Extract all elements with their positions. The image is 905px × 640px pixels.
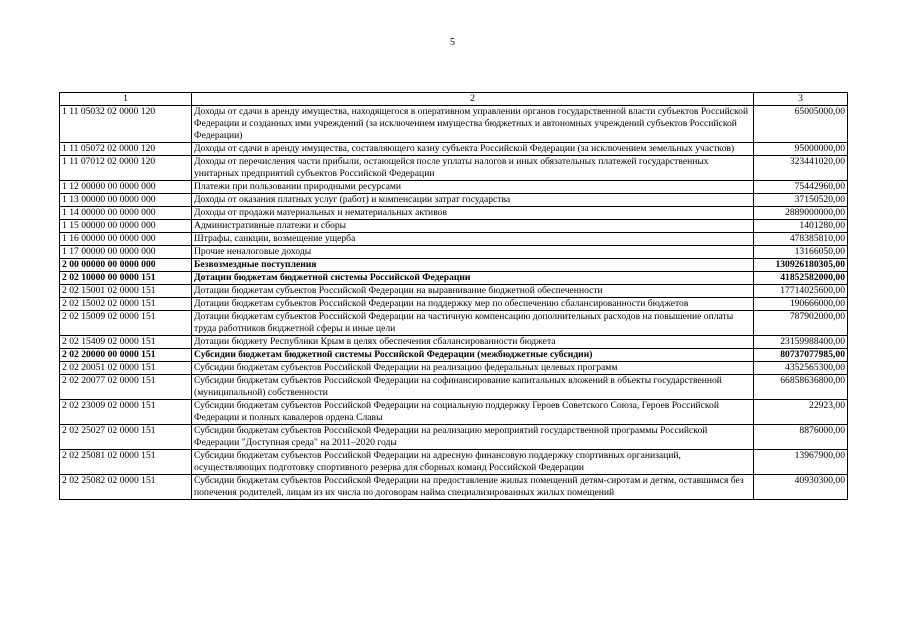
budget-code-cell: 1 11 07012 02 0000 120 (60, 156, 192, 181)
amount-cell: 80737077985,00 (754, 349, 848, 362)
revenue-name-cell: Дотации бюджетам субъектов Российской Федерации на поддержку мер по обеспечению сбалансированности бюджетов (192, 298, 754, 311)
budget-code-cell: 1 13 00000 00 0000 000 (60, 194, 192, 207)
column-header-name: 2 (192, 93, 754, 106)
amount-cell: 95000000,00 (754, 143, 848, 156)
revenue-name-cell: Доходы от оказания платных услуг (работ) и компенсации затрат государства (192, 194, 754, 207)
table-row (60, 298, 848, 311)
budget-code-cell: 2 00 00000 00 0000 000 (60, 259, 192, 272)
budget-code-cell: 1 16 00000 00 0000 000 (60, 233, 192, 246)
amount-cell: 40930300,00 (754, 475, 848, 500)
amount-cell: 13166050,00 (754, 246, 848, 259)
budget-code-cell: 1 14 00000 00 0000 000 (60, 207, 192, 220)
revenue-name-cell: Субсидии бюджетам субъектов Российской Федерации на адресную финансовую поддержку спортивных организаций, осуществляющих подготовку спортивного резерва для сборных команд Российской Федерации (192, 450, 754, 475)
table-body (60, 106, 848, 500)
amount-cell: 190666000,00 (754, 298, 848, 311)
budget-code-cell: 2 02 20000 00 0000 151 (60, 349, 192, 362)
revenue-name-cell: Доходы от сдачи в аренду имущества, составляющего казну субъекта Российской Федерации (за исключением земельных участков) (192, 143, 754, 156)
budget-revenue-table (59, 92, 848, 500)
revenue-name-cell: Административные платежи и сборы (192, 220, 754, 233)
budget-code-cell: 2 02 10000 00 0000 151 (60, 272, 192, 285)
amount-cell: 2889000000,00 (754, 207, 848, 220)
revenue-name-cell: Субсидии бюджетам субъектов Российской Федерации на реализацию федеральных целевых программ (192, 362, 754, 375)
budget-code-cell: 2 02 25027 02 0000 151 (60, 425, 192, 450)
amount-cell: 787902000,00 (754, 311, 848, 336)
revenue-name-cell: Доходы от продажи материальных и нематериальных активов (192, 207, 754, 220)
budget-code-cell: 2 02 15409 02 0000 151 (60, 336, 192, 349)
amount-cell: 17714025600,00 (754, 285, 848, 298)
amount-cell: 323441020,00 (754, 156, 848, 181)
table-row (60, 450, 848, 475)
amount-cell: 65005000,00 (754, 106, 848, 143)
budget-code-cell: 2 02 25081 02 0000 151 (60, 450, 192, 475)
table-row (60, 143, 848, 156)
amount-cell: 22923,00 (754, 400, 848, 425)
amount-cell: 130926180305,00 (754, 259, 848, 272)
table-row (60, 220, 848, 233)
table-row (60, 233, 848, 246)
revenue-name-cell: Субсидии бюджетам субъектов Российской Федерации на социальную поддержку Героев Советского Союза, Героев Российской Федерации и полных кавалеров ордена Славы (192, 400, 754, 425)
revenue-name-cell: Субсидии бюджетам бюджетной системы Российской Федерации (межбюджетные субсидии) (192, 349, 754, 362)
amount-cell: 8876000,00 (754, 425, 848, 450)
table-row (60, 336, 848, 349)
budget-code-cell: 2 02 15002 02 0000 151 (60, 298, 192, 311)
revenue-name-cell: Дотации бюджету Республики Крым в целях обеспечения сбалансированности бюджета (192, 336, 754, 349)
amount-cell: 41852582000,00 (754, 272, 848, 285)
table-row (60, 246, 848, 259)
budget-code-cell: 1 17 00000 00 0000 000 (60, 246, 192, 259)
budget-code-cell: 2 02 20051 02 0000 151 (60, 362, 192, 375)
budget-code-cell: 1 11 05072 02 0000 120 (60, 143, 192, 156)
column-header-code: 1 (60, 93, 192, 106)
budget-code-cell: 1 11 05032 02 0000 120 (60, 106, 192, 143)
amount-cell: 4352565300,00 (754, 362, 848, 375)
revenue-name-cell: Доходы от сдачи в аренду имущества, находящегося в оперативном управлении органов государственной власти субъектов Российской Федерации и созданных ими учреждений (за исключением имущества бюджетных и автономных учреждений субъектов Российской Федерации) (192, 106, 754, 143)
budget-code-cell: 2 02 15001 02 0000 151 (60, 285, 192, 298)
amount-cell: 13967900,00 (754, 450, 848, 475)
revenue-name-cell: Субсидии бюджетам субъектов Российской Федерации на софинансирование капитальных вложений в объекты государственной (муниципальной) собственности (192, 375, 754, 400)
table-row (60, 425, 848, 450)
budget-code-cell: 1 15 00000 00 0000 000 (60, 220, 192, 233)
revenue-name-cell: Дотации бюджетам бюджетной системы Российской Федерации (192, 272, 754, 285)
table-row (60, 272, 848, 285)
amount-cell: 75442960,00 (754, 181, 848, 194)
table-row (60, 375, 848, 400)
amount-cell: 66858636800,00 (754, 375, 848, 400)
table-row (60, 400, 848, 425)
table-row (60, 259, 848, 272)
amount-cell: 1401280,00 (754, 220, 848, 233)
table-row (60, 181, 848, 194)
revenue-name-cell: Доходы от перечисления части прибыли, остающейся после уплаты налогов и иных обязательных платежей государственных унитарных предприятий субъектов Российской Федерации (192, 156, 754, 181)
table-row (60, 285, 848, 298)
revenue-name-cell: Платежи при пользовании природными ресурсами (192, 181, 754, 194)
table-row (60, 194, 848, 207)
budget-code-cell: 2 02 20077 02 0000 151 (60, 375, 192, 400)
page-number: 5 (450, 37, 455, 48)
table-row (60, 362, 848, 375)
amount-cell: 37150520,00 (754, 194, 848, 207)
revenue-name-cell: Прочие неналоговые доходы (192, 246, 754, 259)
budget-code-cell: 1 12 00000 00 0000 000 (60, 181, 192, 194)
column-number-row (60, 93, 848, 106)
table-row (60, 349, 848, 362)
table-row (60, 106, 848, 143)
amount-cell: 478385810,00 (754, 233, 848, 246)
revenue-name-cell: Дотации бюджетам субъектов Российской Федерации на частичную компенсацию дополнительных расходов на повышение оплаты труда работников бюджетной сферы и иные цели (192, 311, 754, 336)
budget-code-cell: 2 02 23009 02 0000 151 (60, 400, 192, 425)
revenue-name-cell: Штрафы, санкции, возмещение ущерба (192, 233, 754, 246)
table-row (60, 207, 848, 220)
table-row (60, 475, 848, 500)
amount-cell: 23159988400,00 (754, 336, 848, 349)
revenue-name-cell: Субсидии бюджетам субъектов Российской Федерации на реализацию мероприятий государственной программы Российской Федерации "Доступная среда" на 2011–2020 годы (192, 425, 754, 450)
table-row (60, 311, 848, 336)
column-header-amount: 3 (754, 93, 848, 106)
revenue-name-cell: Безвозмездные поступления (192, 259, 754, 272)
table-row (60, 156, 848, 181)
revenue-name-cell: Субсидии бюджетам субъектов Российской Федерации на предоставление жилых помещений детям-сиротам и детям, оставшимся без попечения родителей, лицам из их числа по договорам найма специализированных жилых помещений (192, 475, 754, 500)
revenue-name-cell: Дотации бюджетам субъектов Российской Федерации на выравнивание бюджетной обеспеченности (192, 285, 754, 298)
budget-code-cell: 2 02 25082 02 0000 151 (60, 475, 192, 500)
budget-code-cell: 2 02 15009 02 0000 151 (60, 311, 192, 336)
